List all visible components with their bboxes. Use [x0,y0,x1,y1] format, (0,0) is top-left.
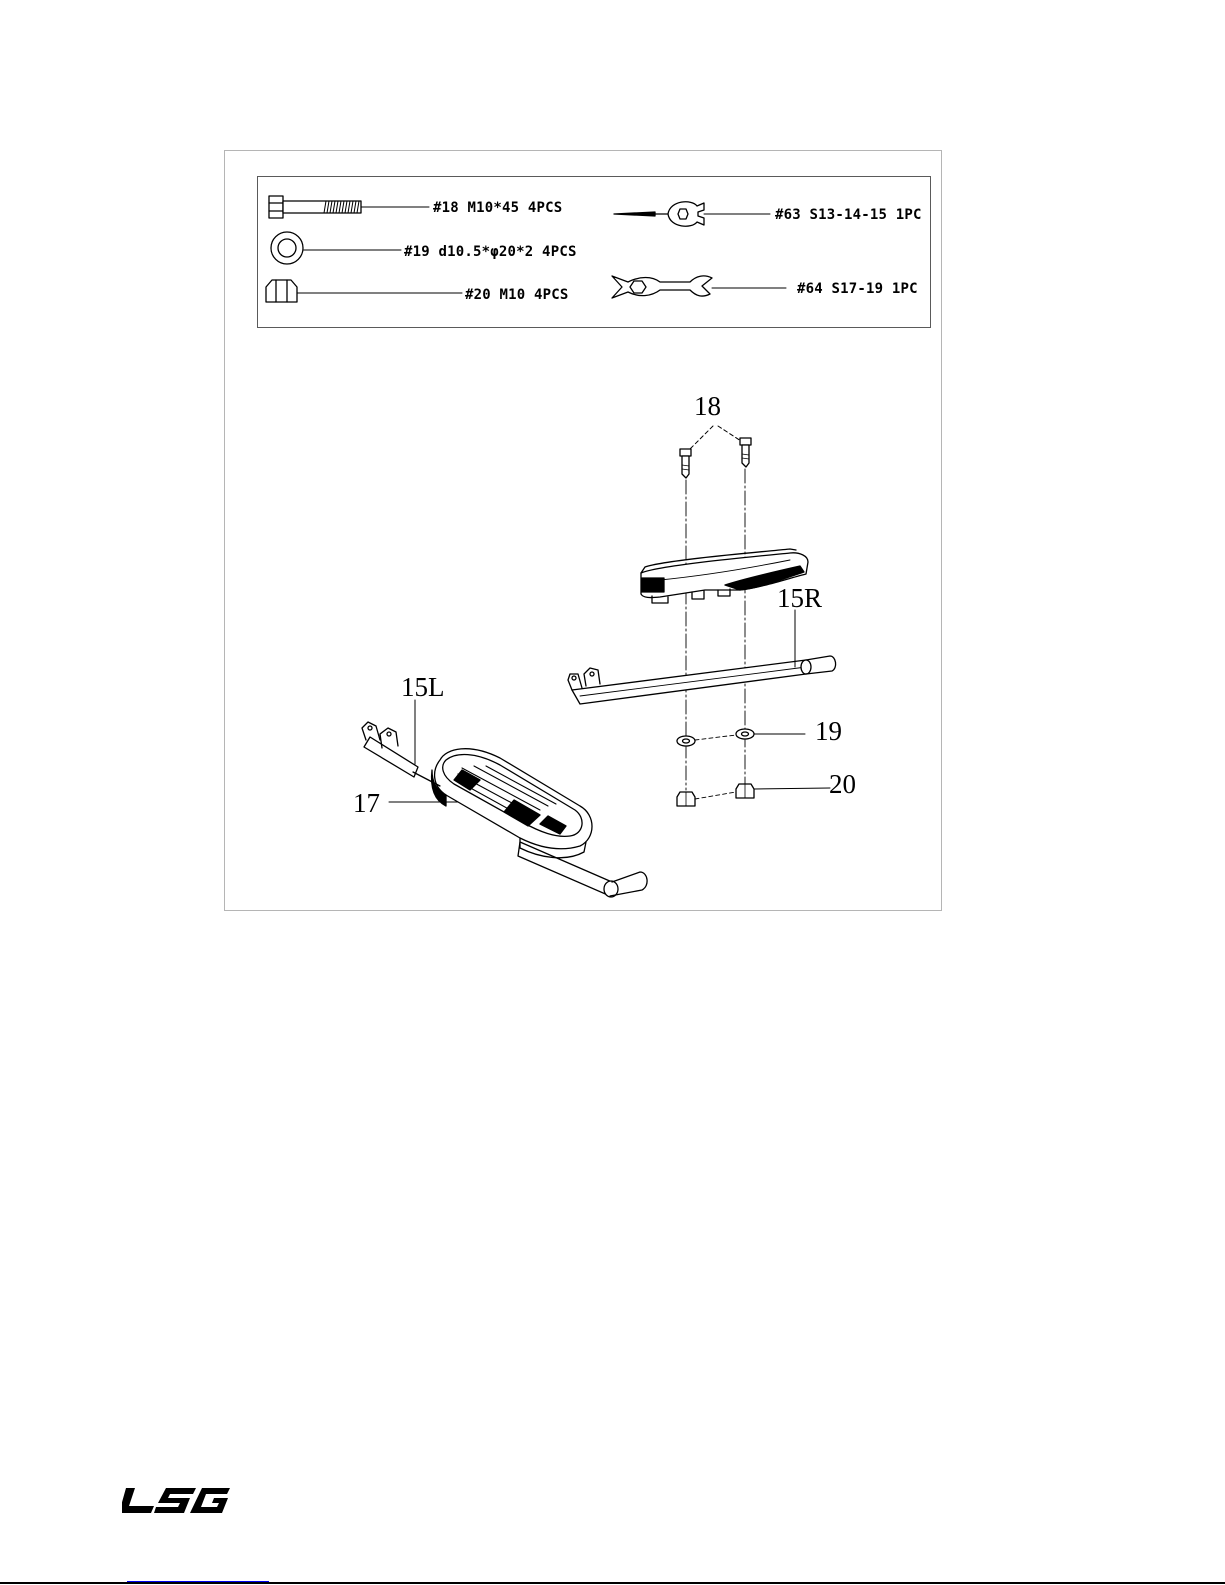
nut-parts [677,784,830,806]
callout-bolt: 18 [694,391,721,421]
callout-washer: 19 [815,716,842,746]
bolt-part-left [680,449,691,478]
callout-nut: 20 [829,769,856,799]
washer-parts [677,729,805,746]
callout-left-footrest: 15L [401,672,445,702]
multi-wrench-screwdriver-icon [614,202,770,226]
hardware-label-bolt: #18 M10*45 4PCS [433,200,563,216]
callout-foot-pedal: 17 [353,788,380,818]
flat-washer-icon [271,232,401,264]
hardware-label-washer: #19 d10.5*φ20*2 4PCS [404,244,577,260]
lsg-logo [122,1480,230,1520]
bolt-part-right [740,438,751,467]
bolt-callout-leader [690,426,741,449]
callout-right-footrest: 15R [777,583,823,613]
hex-nut-icon [266,280,462,302]
footer-rule [0,1582,1225,1584]
double-end-wrench-icon [612,276,786,298]
hex-bolt-icon [269,196,429,218]
footer-link[interactable] [127,1569,269,1582]
hardware-label-nut: #20 M10 4PCS [465,287,569,303]
hardware-label-multi-wrench: #63 S13-14-15 1PC [775,207,922,223]
footrest-left-assembly [362,722,647,897]
hardware-label-double-wrench: #64 S17-19 1PC [797,281,918,297]
